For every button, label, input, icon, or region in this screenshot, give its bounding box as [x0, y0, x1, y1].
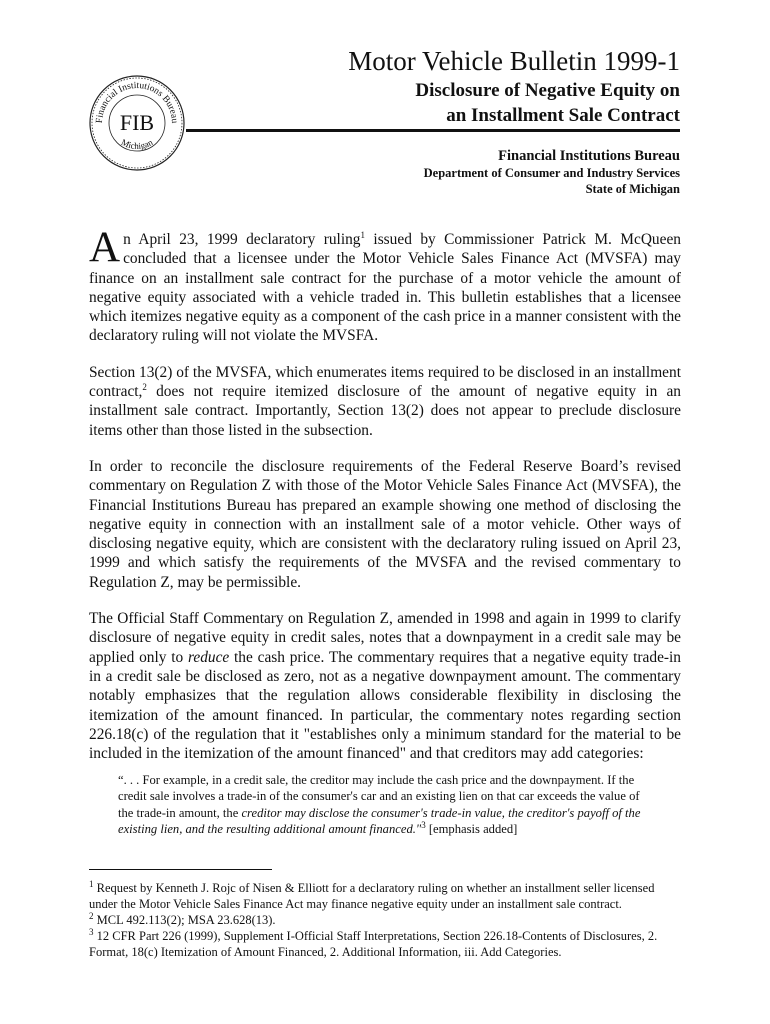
bulletin-title: Motor Vehicle Bulletin 1999-1	[348, 46, 680, 76]
header-rule	[186, 129, 680, 132]
intro-paragraph: An April 23, 1999 declaratory ruling$^1$ issued by Commissioner Patrick M. McQueen concluded that a licensee under the Motor Vehicle Sales Finance Act (MVSFA) may finance on an installment sale contract for the purchase of a motor vehicle the amount of negative equity associated with a vehicle traded in. This bulletin establishes that a licensee which itemizes negative equity as a component of the cash price in a manner consistent with the declaratory ruling will not violate the MVSFA.	[89, 224, 681, 345]
seal-ring-text: Financial Institutions Bureau	[94, 80, 180, 124]
department-name: Department of Consumer and Industry Services	[423, 166, 680, 180]
agency-block	[424, 147, 680, 197]
paragraph-reconcile: In order to reconcile the disclosure requirements of the Federal Reserve Board’s revised commentary on Regulation Z with those of the Motor Vehicle Sales Finance Act (MVSFA), the Financial Institutions Bureau has prepared an example showing one method of disclosing the negative equity in connection with an installment sale of a motor vehicle. Other ways of disclosing negative equity, which are consistent with the declaratory ruling issued on April 23, 1999 and which satisfy the requirements of the MVSFA and the revised commentary to Regulation Z, may be permissible.	[89, 457, 681, 591]
bulletin-subtitle-line1: Disclosure of Negative Equity on	[415, 80, 680, 101]
footnotes	[89, 880, 685, 960]
block-quote: “. . . For example, in a credit sale, the creditor may include the cash price and the downpayment. If the credit sale involves a trade-in of the consumer's car and an existing lien on that car exceeds the value of the trade-in amount, the creditor may disclose the consumer's trade-in value, the creditor's payoff of the existing lien, and the resulting additional amount financed."$^3$ [emphasis added]	[118, 773, 641, 836]
footnote-divider	[89, 869, 272, 870]
seal-initials: FIB	[119, 110, 155, 135]
footnote-ref-2: 2	[142, 381, 147, 392]
drop-cap: A	[89, 224, 121, 271]
fib-seal-logo	[88, 74, 186, 172]
svg-text:Michigan	[120, 137, 155, 151]
body-text	[89, 224, 681, 780]
footnote-ref-1: 1	[360, 229, 365, 240]
footnote-2: $^2$ MCL 492.113(2); MSA 23.628(13).	[89, 910, 276, 927]
state-name: State of Michigan	[585, 182, 680, 196]
footnote-3: $^3$ 12 CFR Part 226 (1999), Supplement I-Official Staff Interpretations, Section 226.18-Contents of Disclosures, 2. Format, 18(c) Itemization of Amount Financed, 2. Additional Information, iii. Add Categories.	[89, 926, 658, 959]
paragraph-staff-commentary: The Official Staff Commentary on Regulation Z, amended in 1998 and again in 1999 to clarify disclosure of negative equity in credit sales, notes that a downpayment in a credit sale may be applied only to reduce the cash price. The commentary requires that a negative equity trade-in in a credit sale be disclosed as zero, not as a negative downpayment amount. The commentary notably emphasizes that the regulation allows considerable flexibility in disclosing the itemization of the amount financed. In particular, the commentary notes regarding section 226.18(c) of the regulation that it "establishes only a minimum standard for the material to be included in the itemization of the amount financed" and that creditors may add categories:	[89, 610, 681, 763]
bulletin-subtitle-line2: an Installment Sale Contract	[446, 105, 680, 126]
agency-name: Financial Institutions Bureau	[498, 148, 680, 164]
bulletin-title-block	[348, 44, 680, 128]
paragraph-section-13: Section 13(2) of the MVSFA, which enumerates items required to be disclosed in an installment contract,$^2$ does not require itemized disclosure of the amount of negative equity in an installment sale contract. Importantly, Section 13(2) does not appear to preclude disclosure items other than those listed in the subsection.	[89, 363, 681, 439]
footnote-ref-3: 3	[421, 819, 426, 830]
seal-bottom-text: Michigan	[119, 137, 155, 151]
footnote-1: $^1$ Request by Kenneth J. Rojc of Nisen & Elliott for a declaratory ruling on whether an installment seller licensed under the Motor Vehicle Sales Finance Act may finance negative equity under an installment sale contract.	[89, 878, 655, 911]
